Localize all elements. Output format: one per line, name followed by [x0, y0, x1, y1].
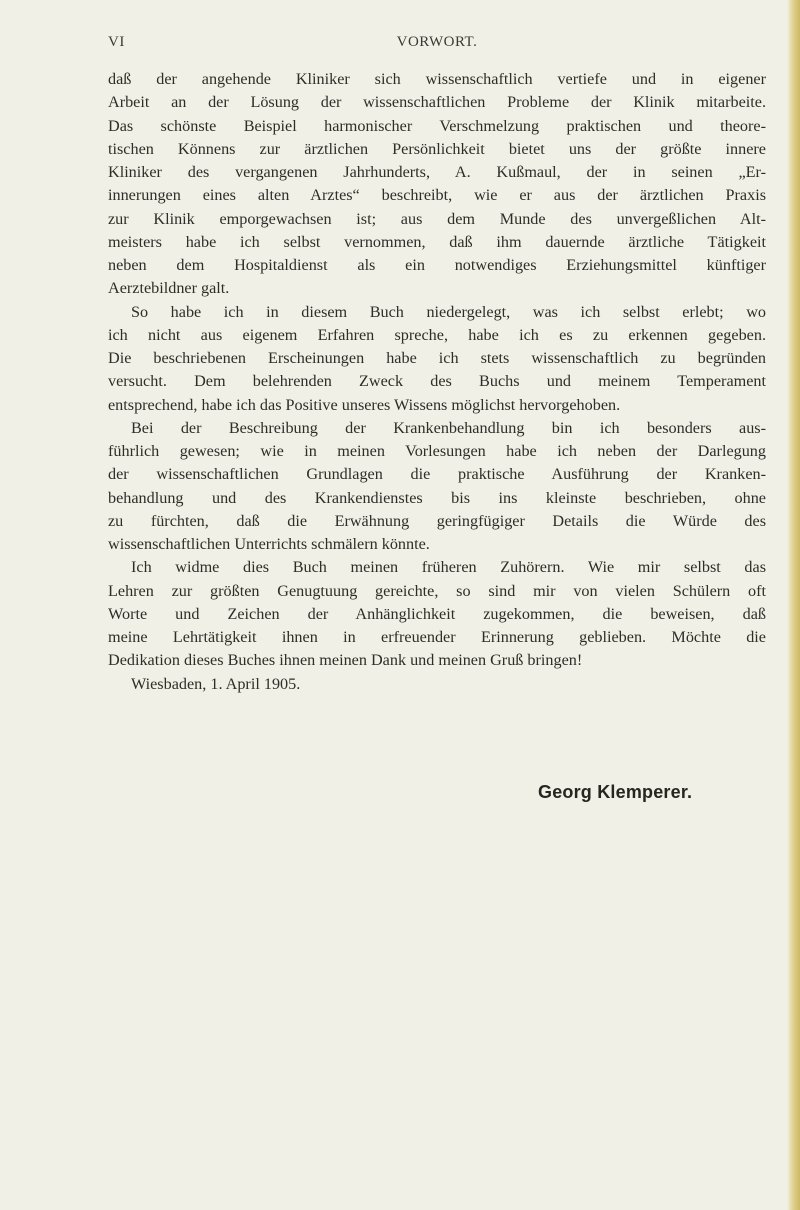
text-line: innerungen eines alten Arztes“ beschreibt, wie er aus der ärztlichen Praxis	[108, 186, 766, 205]
text-line: Ich widme dies Buch meinen früheren Zuhörern. Wie mir selbst das	[131, 558, 766, 577]
preface-body	[108, 68, 766, 696]
text-line: führlich gewesen; wie in meinen Vorlesungen habe ich neben der Darlegung	[108, 442, 766, 460]
paragraph	[108, 417, 766, 557]
text-line: zu fürchten, daß die Erwähnung geringfügiger Details die Würde des	[108, 511, 766, 530]
dateline: Wiesbaden, 1. April 1905.	[131, 674, 301, 693]
text-line: ich nicht aus eigenem Erfahren spreche, habe ich es zu erkennen gegeben.	[108, 325, 766, 344]
text-line: Aerztebildner galt.	[108, 279, 230, 298]
text-line: versucht. Dem belehrenden Zweck des Buchs und meinem Temperament	[108, 372, 766, 391]
paragraph	[108, 556, 766, 672]
text-line: Arbeit an der Lösung der wissenschaftlichen Probleme der Klinik mitarbeite.	[108, 93, 766, 112]
text-line: tischen Könnens zur ärztlichen Persönlichkeit bietet uns der größte innere	[108, 139, 766, 158]
paragraph	[108, 301, 766, 417]
text-line: wissenschaftlichen Unterrichts schmälern könnte.	[108, 535, 430, 553]
text-line: Die beschriebenen Erscheinungen habe ich stets wissenschaftlich zu begründen	[108, 349, 766, 367]
page-header	[108, 34, 766, 58]
paragraph	[108, 68, 766, 301]
text-line: So habe ich in diesem Buch niedergelegt, was ich selbst erlebt; wo	[131, 302, 766, 321]
running-title: VORWORT.	[396, 34, 478, 50]
text-line: daß der angehende Kliniker sich wissenschaftlich vertiefe und in eigener	[108, 70, 766, 88]
text-line: neben dem Hospitaldienst als ein notwendiges Erziehungsmittel künftiger	[108, 256, 766, 274]
text-line: Worte und Zeichen der Anhänglichkeit zugekommen, die beweisen, daß	[108, 604, 766, 623]
text-line: behandlung und des Krankendienstes bis ins kleinste beschrieben, ohne	[108, 488, 766, 507]
text-line: Lehren zur größten Genugtuung gereichte, so sind mir von vielen Schülern oft	[108, 581, 766, 600]
text-line: Bei der Beschreibung der Krankenbehandlung bin ich besonders aus-	[131, 418, 766, 437]
text-line: entsprechend, habe ich das Positive unseres Wissens möglichst hervorgehoben.	[108, 395, 621, 414]
author-signature: Georg Klemperer.	[538, 782, 693, 802]
page-number: VI	[108, 34, 125, 50]
text-line: Dedikation dieses Buches ihnen meinen Dank und meinen Gruß bringen!	[108, 651, 583, 670]
text-line: Das schönste Beispiel harmonischer Verschmelzung praktischen und theore-	[108, 116, 766, 135]
text-line: meine Lehrtätigkeit ihnen in erfreuender Erinnerung geblieben. Möchte die	[108, 628, 766, 646]
text-line: Kliniker des vergangenen Jahrhunderts, A. Kußmaul, der in seinen „Er-	[108, 163, 766, 181]
text-line: meisters habe ich selbst vernommen, daß ihm dauernde ärztliche Tätigkeit	[108, 232, 766, 251]
page-edge	[787, 0, 800, 1210]
text-line: zur Klinik emporgewachsen ist; aus dem Munde des unvergeßlichen Alt-	[108, 209, 766, 228]
text-line: der wissenschaftlichen Grundlagen die praktische Ausführung der Kranken-	[108, 465, 766, 484]
